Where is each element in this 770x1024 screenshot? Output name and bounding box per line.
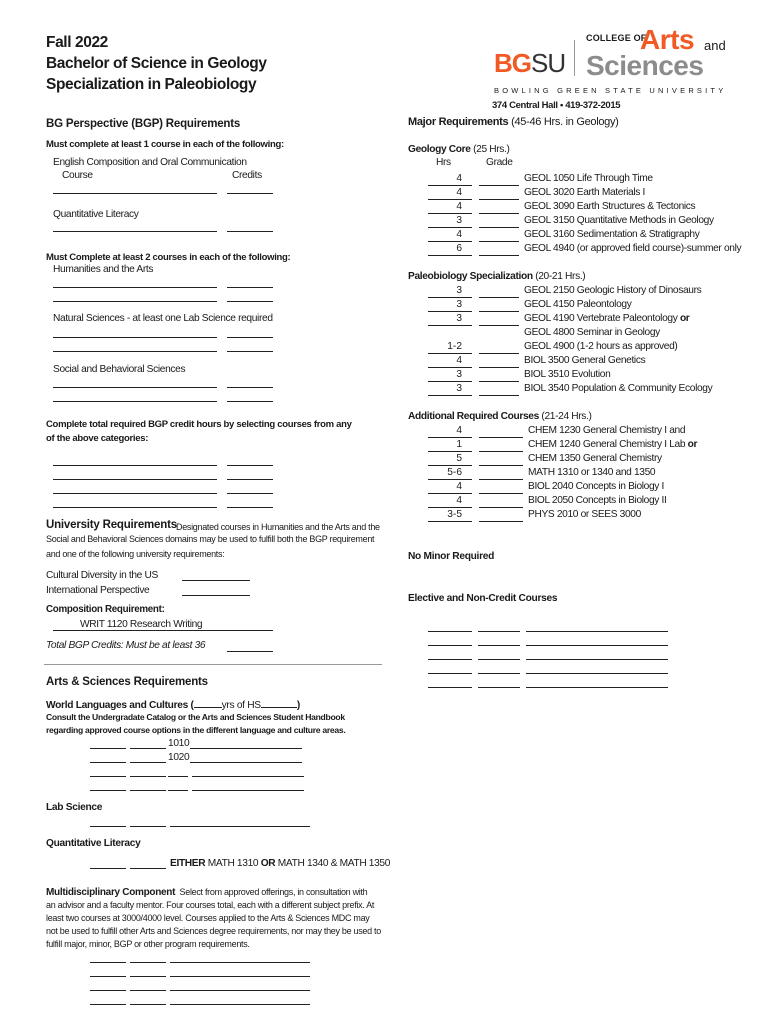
hrs: 4 <box>456 495 462 506</box>
mdc-5: fulfill major, minor, BGP or other program requirements. <box>46 939 250 949</box>
world-hs-field[interactable] <box>261 698 297 708</box>
hrs-line <box>428 493 472 494</box>
wl-1010-c[interactable] <box>190 748 302 749</box>
core-heading-note: (25 Hrs.) <box>473 144 510 155</box>
grade-label: Grade <box>486 157 513 168</box>
course: GEOL 3160 Sedimentation & Stratigraphy <box>524 229 700 240</box>
logo-sciences: Sciences <box>586 50 704 81</box>
lab-line-b[interactable] <box>130 826 166 827</box>
elec-3-b[interactable] <box>478 659 520 660</box>
hrs: 4 <box>456 481 462 492</box>
bgp-heading: BG Perspective (BGP) Requirements <box>46 118 241 130</box>
mdc-2-a[interactable] <box>90 976 126 977</box>
grade-line[interactable] <box>479 297 519 298</box>
bgp-must1: Must complete at least 1 course in each of the following: <box>46 139 284 150</box>
elec-4-c[interactable] <box>526 673 668 674</box>
hrs: 6 <box>456 243 462 254</box>
hrs-line <box>428 381 472 382</box>
mdc-block <box>46 886 386 951</box>
grade-line[interactable] <box>479 479 523 480</box>
grade-line[interactable] <box>479 451 523 452</box>
add-heading-bold: Additional Required Courses <box>408 411 539 422</box>
course <box>524 313 689 324</box>
or-word: OR <box>260 858 276 869</box>
add-heading <box>408 411 592 422</box>
world-lang-c: ) <box>296 700 300 711</box>
course: MATH 1310 or 1340 and 1350 <box>528 467 656 478</box>
grade-line[interactable] <box>479 381 519 382</box>
hrs: 4 <box>456 173 462 184</box>
elective-heading: Elective and Non-Credit Courses <box>408 593 558 604</box>
grade-line[interactable] <box>479 521 523 522</box>
hrs: 3 <box>456 299 462 310</box>
degree: Bachelor of Science in Geology <box>46 55 267 72</box>
soc-line-2[interactable] <box>53 401 217 402</box>
soc-credit-1[interactable] <box>227 387 273 388</box>
logo-divider <box>574 40 575 76</box>
mdc-2-c[interactable] <box>170 976 310 977</box>
grade-line[interactable] <box>479 241 519 242</box>
world-hs-years-field[interactable] <box>194 698 222 708</box>
elec-2-a[interactable] <box>428 645 472 646</box>
mdc-3-a[interactable] <box>90 990 126 991</box>
wl-3-b[interactable] <box>130 776 166 777</box>
as-heading: Arts & Sciences Requirements <box>46 676 208 688</box>
elec-4-b[interactable] <box>478 673 520 674</box>
quant-course-line[interactable] <box>53 231 217 232</box>
total-credit-4[interactable] <box>227 507 273 508</box>
grade-line[interactable] <box>479 437 523 438</box>
world-lang-b: yrs of HS <box>221 700 261 711</box>
mdc-4-a[interactable] <box>90 1004 126 1005</box>
course: BIOL 3540 Population & Community Ecology <box>524 383 713 394</box>
hrs-line <box>428 227 472 228</box>
total-credit-3[interactable] <box>227 493 273 494</box>
hrs: 1-2 <box>447 341 462 352</box>
eng-course-line[interactable] <box>53 193 217 194</box>
mdc-1-c[interactable] <box>170 962 310 963</box>
hum-credit-2[interactable] <box>227 301 273 302</box>
elec-5-b[interactable] <box>478 687 520 688</box>
wl-1020: 1020 <box>168 752 190 763</box>
hrs-line <box>428 213 472 214</box>
hum-label: Humanities and the Arts <box>53 264 154 275</box>
bgp-total-1: Complete total required BGP credit hours by selecting courses from any <box>46 419 352 430</box>
elec-1-a[interactable] <box>428 631 472 632</box>
grade-line[interactable] <box>479 325 519 326</box>
major-heading <box>408 116 619 128</box>
consult-2: regarding approved course options in the different language and culture areas. <box>46 725 346 735</box>
soc-line-1[interactable] <box>53 387 217 388</box>
as-quant-line-a[interactable] <box>90 868 126 869</box>
bgp-must2: Must Complete at least 2 courses in each of the following: <box>46 252 291 263</box>
total-credit-2[interactable] <box>227 479 273 480</box>
hrs-line <box>428 325 472 326</box>
hrs-label: Hrs <box>436 157 451 168</box>
elec-2-c[interactable] <box>526 645 668 646</box>
hum-line-2[interactable] <box>53 301 217 302</box>
quant-credit-line[interactable] <box>227 231 273 232</box>
wl-1020-a[interactable] <box>90 762 126 763</box>
mdc-3-b[interactable] <box>130 990 166 991</box>
quant-label: Quantitative Literacy <box>53 209 139 220</box>
intl-label: International Perspective <box>46 585 150 596</box>
total-credit-1[interactable] <box>227 465 273 466</box>
grade-line[interactable] <box>479 185 519 186</box>
course: BIOL 2040 Concepts in Biology I <box>528 481 665 492</box>
hrs-line <box>428 297 472 298</box>
eng-label: English Composition and Oral Communication <box>53 157 247 168</box>
course: CHEM 1230 General Chemistry I and <box>528 425 686 436</box>
grade-line[interactable] <box>479 199 519 200</box>
nat-credit-2[interactable] <box>227 351 273 352</box>
consult-1: Consult the Undergradate Catalog or the Arts and Sciences Student Handbook <box>46 712 345 722</box>
grade-line[interactable] <box>479 367 519 368</box>
nat-line-2[interactable] <box>53 351 217 352</box>
hrs: 4 <box>456 187 462 198</box>
course <box>528 439 697 450</box>
nat-credit-1[interactable] <box>227 337 273 338</box>
elec-5-c[interactable] <box>526 687 668 688</box>
wl-1010-b[interactable] <box>130 748 166 749</box>
specialization: Specialization in Paleobiology <box>46 76 257 93</box>
elec-2-b[interactable] <box>478 645 520 646</box>
hrs-line <box>428 507 472 508</box>
hrs-line <box>428 465 472 466</box>
comp-heading: Composition Requirement: <box>46 604 165 615</box>
mdc-3: least two courses at 3000/4000 level. Courses applied to the Arts & Sciences MDC may <box>46 913 370 923</box>
major-heading-note: (45-46 Hrs. in Geology) <box>511 116 619 128</box>
paleo-heading-bold: Paleobiology Specialization <box>408 271 533 282</box>
no-minor: No Minor Required <box>408 551 495 562</box>
paleo-alt-course: GEOL 4800 Seminar in Geology <box>524 327 660 338</box>
total-line-2[interactable] <box>53 479 217 480</box>
course: GEOL 4900 (1-2 hours as approved) <box>524 341 678 352</box>
soc-credit-2[interactable] <box>227 401 273 402</box>
hrs: 4 <box>456 201 462 212</box>
hrs-line <box>428 311 472 312</box>
mdc-4-c[interactable] <box>170 1004 310 1005</box>
hrs: 4 <box>456 229 462 240</box>
course: GEOL 4150 Paleontology <box>524 299 632 310</box>
grade-line[interactable] <box>479 493 523 494</box>
world-lang-a: World Languages and Cultures ( <box>46 700 194 711</box>
hrs: 5 <box>456 453 462 464</box>
grade-line[interactable] <box>479 395 519 396</box>
course: PHYS 2010 or SEES 3000 <box>528 509 641 520</box>
mdc-4: not be used to fulfill other Arts and Sciences degree requirements, nor may they be used to <box>46 926 381 936</box>
section-divider <box>44 664 382 665</box>
course: BIOL 2050 Concepts in Biology II <box>528 495 667 506</box>
or-word: or <box>687 439 698 450</box>
grade-line[interactable] <box>479 255 519 256</box>
hrs-line <box>428 367 472 368</box>
total-line-3[interactable] <box>53 493 217 494</box>
or-word: or <box>679 313 690 324</box>
hum-line-1[interactable] <box>53 287 217 288</box>
mdc-1: Select from approved offerings, in consultation with <box>179 887 368 897</box>
writ-course: WRIT 1120 Research Writing <box>80 619 203 630</box>
hrs: 3-5 <box>447 509 462 520</box>
hrs: 4 <box>456 355 462 366</box>
mdc-4-b[interactable] <box>130 1004 166 1005</box>
elec-3-a[interactable] <box>428 659 472 660</box>
course-name: CHEM 1240 General Chemistry I Lab <box>528 439 686 450</box>
lab-line-c[interactable] <box>170 826 310 827</box>
elec-1-c[interactable] <box>526 631 668 632</box>
course: GEOL 4940 (or approved field course)-summer only <box>524 243 742 254</box>
lab-heading: Lab Science <box>46 802 103 813</box>
soc-label: Social and Behavioral Sciences <box>53 364 186 375</box>
total-line-1[interactable] <box>53 465 217 466</box>
mdc-3-c[interactable] <box>170 990 310 991</box>
course: GEOL 3150 Quantitative Methods in Geology <box>524 215 714 226</box>
intl-line[interactable] <box>182 595 250 596</box>
hrs: 3 <box>456 369 462 380</box>
math1340: MATH 1340 & MATH 1350 <box>277 858 391 869</box>
writ-underline <box>53 630 227 631</box>
course: GEOL 1050 Life Through Time <box>524 173 653 184</box>
grade-line[interactable] <box>479 213 519 214</box>
college-logo <box>494 24 744 106</box>
eng-credit-line[interactable] <box>227 193 273 194</box>
course: CHEM 1350 General Chemistry <box>528 453 662 464</box>
wl-1020-b[interactable] <box>130 762 166 763</box>
major-heading-bold: Major Requirements <box>408 116 509 128</box>
elec-1-b[interactable] <box>478 631 520 632</box>
univ-desc-3: and one of the following university requirements: <box>46 549 225 559</box>
core-heading-bold: Geology Core <box>408 144 471 155</box>
grade-line[interactable] <box>479 227 519 228</box>
course-name: GEOL 4190 Vertebrate Paleontology <box>524 313 678 324</box>
course: GEOL 3020 Earth Materials I <box>524 187 645 198</box>
logo-college-of: COLLEGE OF <box>586 33 647 43</box>
hrs-line <box>428 241 472 242</box>
paleo-heading <box>408 271 585 282</box>
mdc-heading: Multidisciplinary Component <box>46 887 176 898</box>
wl-1010-a[interactable] <box>90 748 126 749</box>
logo-bg: BG <box>494 48 531 78</box>
lab-line-a[interactable] <box>90 826 126 827</box>
either: EITHER <box>170 858 206 869</box>
hrs-line <box>428 353 472 354</box>
hrs: 3 <box>456 383 462 394</box>
hrs: 5-6 <box>447 467 462 478</box>
elec-3-c[interactable] <box>526 659 668 660</box>
wl-4-b[interactable] <box>130 790 166 791</box>
univ-heading: University Requirements <box>46 519 177 531</box>
hrs-line <box>428 395 472 396</box>
address: 374 Central Hall • 419-372-2015 <box>492 100 621 111</box>
univ-desc-2: Social and Behavioral Sciences domains may be used to fulfill both the BGP requirement <box>46 534 375 544</box>
grade-line[interactable] <box>479 465 523 466</box>
add-heading-note: (21-24 Hrs.) <box>541 411 592 422</box>
wl-1020-c[interactable] <box>190 762 302 763</box>
cultural-label: Cultural Diversity in the US <box>46 570 158 581</box>
total-bgp: Total BGP Credits: Must be at least 36 <box>46 640 206 651</box>
mdc-1-b[interactable] <box>130 962 166 963</box>
total-line-4[interactable] <box>53 507 217 508</box>
univ-desc-1: Designated courses in Humanities and the Arts and the <box>176 522 380 532</box>
cultural-line[interactable] <box>182 580 250 581</box>
hrs: 4 <box>456 425 462 436</box>
hrs: 3 <box>456 313 462 324</box>
course: GEOL 3090 Earth Structures & Tectonics <box>524 201 696 212</box>
wl-3-d[interactable] <box>192 776 304 777</box>
hrs-line <box>428 521 472 522</box>
credits-label: Credits <box>232 170 262 181</box>
hrs-line <box>428 185 472 186</box>
wl-4-c[interactable] <box>168 790 188 791</box>
elec-5-a[interactable] <box>428 687 472 688</box>
hrs-line <box>428 437 472 438</box>
paleo-heading-note: (20-21 Hrs.) <box>535 271 586 282</box>
logo-arts: Arts <box>640 24 695 55</box>
mdc-2-b[interactable] <box>130 976 166 977</box>
wl-4-a[interactable] <box>90 790 126 791</box>
hrs: 1 <box>456 439 462 450</box>
wl-1010: 1010 <box>168 738 190 749</box>
logo-and: and <box>704 38 726 53</box>
hrs-line <box>428 451 472 452</box>
logo-su: SU <box>531 48 566 78</box>
as-quant-heading: Quantitative Literacy <box>46 838 141 849</box>
writ-credit-line[interactable] <box>227 630 273 631</box>
page-title <box>46 32 267 95</box>
course: BIOL 3500 General Genetics <box>524 355 646 366</box>
wl-3-c[interactable] <box>168 776 188 777</box>
hrs: 3 <box>456 285 462 296</box>
hrs-line <box>428 255 472 256</box>
nat-label: Natural Sciences - at least one Lab Science required <box>53 313 273 324</box>
as-quant-line-b[interactable] <box>130 868 166 869</box>
nat-line-1[interactable] <box>53 337 217 338</box>
math1310: MATH 1310 <box>207 858 259 869</box>
wl-4-d[interactable] <box>192 790 304 791</box>
hrs-line <box>428 199 472 200</box>
grade-line[interactable] <box>479 311 519 312</box>
hrs-line <box>428 479 472 480</box>
bgp-total-2: of the above categories: <box>46 433 149 444</box>
core-heading <box>408 144 510 155</box>
grade-line[interactable] <box>479 507 523 508</box>
course: BIOL 3510 Evolution <box>524 369 611 380</box>
grade-line[interactable] <box>479 353 519 354</box>
mdc-2: an advisor and a faculty mentor. Four courses total, each with a different subject prefix. At <box>46 900 375 910</box>
elec-4-a[interactable] <box>428 673 472 674</box>
hrs: 3 <box>456 215 462 226</box>
world-lang <box>46 698 300 711</box>
logo-university: BOWLING GREEN STATE UNIVERSITY <box>494 86 727 95</box>
hum-credit-1[interactable] <box>227 287 273 288</box>
as-quant-options <box>170 858 390 869</box>
course: GEOL 2150 Geologic History of Dinosaurs <box>524 285 702 296</box>
term: Fall 2022 <box>46 34 108 51</box>
mdc-1-a[interactable] <box>90 962 126 963</box>
total-bgp-line[interactable] <box>227 651 273 652</box>
wl-3-a[interactable] <box>90 776 126 777</box>
course-label: Course <box>62 170 93 181</box>
